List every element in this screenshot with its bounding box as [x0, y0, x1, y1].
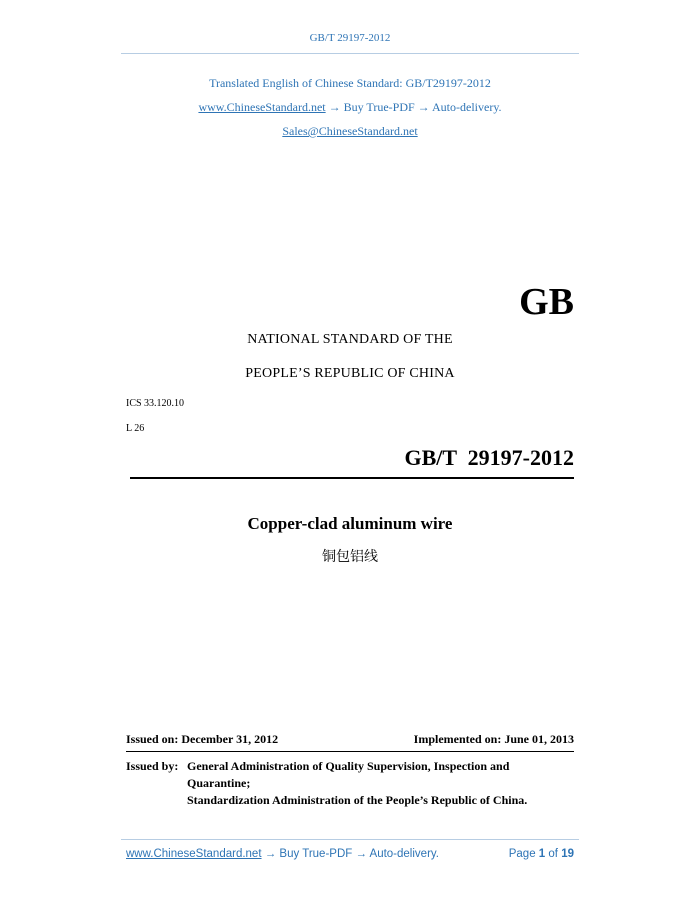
- title-english: Copper-clad aluminum wire: [247, 514, 453, 533]
- issued-by-label: Issued by:: [126, 759, 179, 773]
- chinesestandard-link[interactable]: www.ChineseStandard.net: [198, 100, 326, 114]
- ics-code: ICS 33.120.10: [126, 398, 185, 409]
- promo-buy-text: → Buy True-PDF → Auto-delivery.: [325, 100, 502, 114]
- standard-code: GB/T 29197-2012: [404, 445, 574, 470]
- sales-email-link[interactable]: Sales@ChineseStandard.net: [282, 124, 418, 138]
- page-indicator: Page 1 of 19: [508, 848, 574, 860]
- promo-buy-line: [0, 100, 700, 115]
- republic-line: PEOPLE’S REPUBLIC OF CHINA: [245, 366, 455, 381]
- gb-logo: GB: [519, 281, 574, 323]
- promo-sales-line: [0, 124, 700, 139]
- footer-divider: [121, 839, 579, 840]
- footer-link[interactable]: www.ChineseStandard.net: [126, 848, 262, 860]
- title-chinese: 铜包铝线: [322, 549, 378, 565]
- code-divider: [130, 477, 574, 479]
- running-header: GB/T 29197-2012: [309, 32, 391, 44]
- footer-buy-text: → Buy True-PDF → Auto-delivery.: [261, 848, 439, 860]
- issued-by-line3: Standardization Administration of the People’s Republic of China.: [187, 793, 528, 807]
- implemented-on: Implemented on: June 01, 2013: [413, 732, 574, 746]
- ccs-code: L 26: [126, 423, 145, 434]
- national-standard-line: NATIONAL STANDARD OF THE: [247, 332, 453, 347]
- footer-promo: [126, 848, 439, 860]
- page-total: 19: [561, 848, 574, 860]
- issued-by-line1: Issued by: General Administration of Quality Supervision, Inspection and: [126, 759, 510, 773]
- promo-translation-line: Translated English of Chinese Standard: GB/T29197-2012: [209, 76, 491, 90]
- page-number: 1: [538, 848, 546, 860]
- header-divider: [121, 53, 579, 54]
- issued-by-block: [126, 758, 586, 809]
- issued-on: Issued on: December 31, 2012: [126, 732, 279, 746]
- issue-divider: [126, 751, 574, 752]
- issued-by-line2: Quarantine;: [187, 776, 251, 790]
